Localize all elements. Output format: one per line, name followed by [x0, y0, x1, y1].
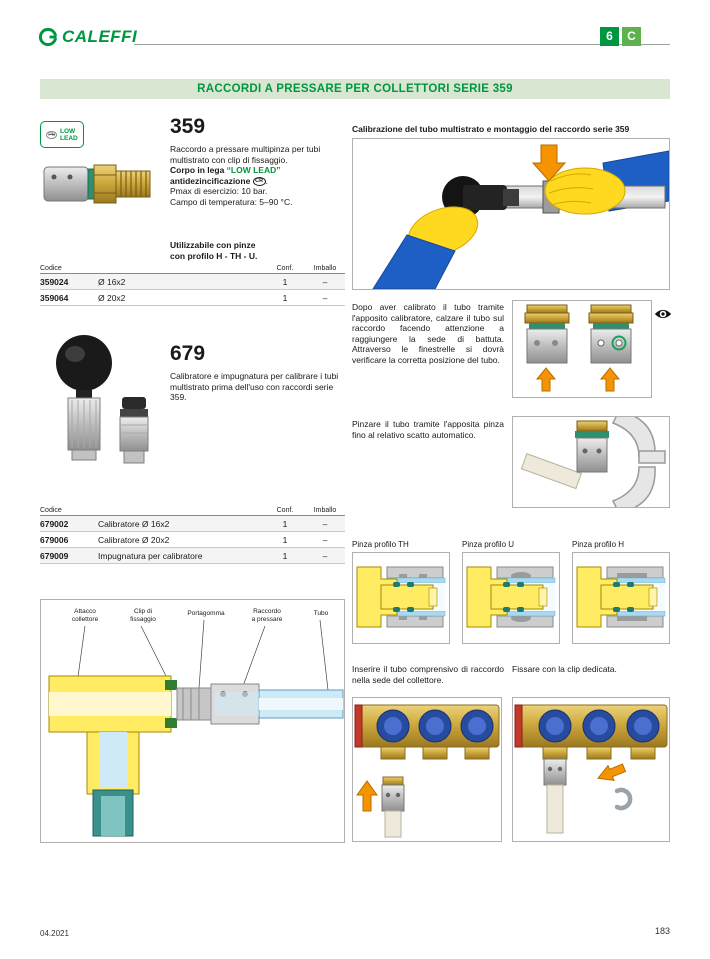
cell-conf: 1	[265, 290, 305, 306]
section-number-badge: 6	[600, 27, 619, 46]
diagram-label-clip: Clip di fissaggio	[130, 608, 156, 623]
insertion-check-figure	[512, 300, 652, 398]
diagram-label-attacco: Attacco collettore	[71, 608, 99, 623]
desc-359-body: Corpo in lega “LOW LEAD” antidezincificazione CR .	[170, 165, 281, 186]
table-row	[40, 290, 345, 306]
footer-page-number: 183	[654, 926, 670, 936]
clip-icon	[165, 680, 177, 690]
table-row	[40, 274, 345, 290]
eye-icon	[654, 307, 672, 325]
pliers-jaws-icon	[613, 417, 665, 507]
cell-pack: –	[305, 532, 345, 548]
diagram-label-portagomma: Portagomma	[187, 610, 225, 617]
product-359-note: Utilizzabile con pinze con profilo H - TH - U.	[170, 240, 258, 261]
desc-359-intro: Raccordo a pressare multipinza per tubi multistrato con clip di fissaggio.	[170, 144, 321, 165]
header-rule	[134, 44, 670, 45]
desc-359-pmax: Pmax di esercizio: 10 bar.	[170, 186, 268, 197]
left-arrow-icon	[595, 760, 627, 785]
table-row	[40, 548, 345, 564]
profile-th-label: Pinza profilo TH	[352, 540, 409, 549]
low-lead-label: LOW LEAD	[60, 127, 78, 142]
product-359-photo	[40, 154, 158, 219]
cell-conf: 1	[265, 274, 305, 290]
clip-icon	[165, 718, 177, 728]
col-conf: Conf.	[265, 263, 305, 274]
profile-h-label: Pinza profilo H	[572, 540, 625, 549]
cell-code: 679009 Impugnatura per calibratore	[40, 548, 265, 564]
table-359	[40, 263, 345, 306]
table-row	[40, 532, 345, 548]
table-359-header	[40, 263, 345, 274]
fixing-clip-icon	[617, 790, 630, 808]
product-679-photo	[48, 333, 158, 498]
crimping-figure	[512, 416, 670, 508]
instructions-heading: Calibrazione del tubo multistrato e montaggio del raccordo serie 359	[352, 124, 630, 134]
cell-code: 679006 Calibratore Ø 20x2	[40, 532, 265, 548]
calibration-photo	[352, 138, 670, 290]
step-insert-text: Dopo aver calibrato il tubo tramite l'apposito calibratore, calzare il tubo sul raccordo facendo attenzione a raggiungere la sede di battuta. Attraverso le finestrelle si dovrà verificare la corretta posizione del tubo.	[352, 302, 504, 365]
cell-conf: 1	[265, 516, 305, 532]
section-diagram	[40, 599, 345, 843]
desc-359-temp: Campo di temperatura: 5–90 °C.	[170, 196, 293, 207]
step-crimp-text: Pinzare il tubo tramite l'apposita pinza fino al relativo scatto automatico.	[352, 419, 504, 440]
cell-code: 359024 Ø 16x2	[40, 274, 265, 290]
col-imballo: Imballo	[305, 505, 345, 516]
clip-fixing-figure	[512, 697, 670, 842]
manifold-insertion-figure	[352, 697, 502, 842]
up-arrow-icon	[357, 781, 377, 811]
profile-th-figure	[352, 552, 450, 644]
cell-conf: 1	[265, 532, 305, 548]
section-letter-badge: C	[622, 27, 641, 46]
fitting-window-icon	[68, 175, 73, 180]
up-arrow-icon	[537, 368, 555, 391]
product-359-description	[170, 144, 342, 208]
cell-pack: –	[305, 274, 345, 290]
cell-pack: –	[305, 290, 345, 306]
col-imballo: Imballo	[305, 263, 345, 274]
diagram-label-tubo: Tubo	[313, 610, 329, 617]
low-lead-badge	[40, 121, 84, 148]
footer-date: 04.2021	[40, 929, 69, 938]
col-codice: Codice	[40, 263, 265, 274]
step-clip-text: Fissare con la clip dedicata.	[512, 664, 617, 674]
cell-code: 679002 Calibratore Ø 16x2	[40, 516, 265, 532]
caleffi-logo-icon	[38, 27, 58, 47]
profile-u-label: Pinza profilo U	[462, 540, 515, 549]
up-arrow-icon	[601, 368, 619, 391]
product-679-code: 679	[170, 342, 206, 365]
diagram-label-raccordo: Raccordo a pressare	[251, 608, 283, 623]
table-row	[40, 516, 345, 532]
pb-icon: Pb	[48, 131, 56, 138]
fitting-window-icon	[52, 175, 57, 180]
press-fitting-image	[40, 154, 158, 214]
table-679-header	[40, 505, 345, 516]
product-679-description: Calibratore e impugnatura per calibrare i tubi multistrato prima dell'uso con raccordi serie 359.	[170, 371, 339, 403]
cr-mark-icon: CR	[253, 177, 266, 186]
table-679	[40, 505, 345, 564]
col-codice: Codice	[40, 505, 265, 516]
cutaway-drawing	[41, 600, 344, 842]
step-manifold-text: Inserire il tubo comprensivo di raccordo nella sede del collettore.	[352, 664, 504, 685]
brand-name: CALEFFI	[62, 27, 138, 46]
caleffi-logo	[38, 27, 137, 47]
page-title-banner	[40, 79, 670, 99]
col-conf: Conf.	[265, 505, 305, 516]
cell-pack: –	[305, 548, 345, 564]
cell-code: 359064 Ø 20x2	[40, 290, 265, 306]
page-title: RACCORDI A PRESSARE PER COLLETTORI SERIE 359	[197, 83, 513, 95]
calibrator-tool-image	[48, 333, 158, 493]
cell-pack: –	[305, 516, 345, 532]
cell-conf: 1	[265, 548, 305, 564]
profile-h-figure	[572, 552, 670, 644]
product-359-code: 359	[170, 115, 206, 138]
profile-u-figure	[462, 552, 560, 644]
